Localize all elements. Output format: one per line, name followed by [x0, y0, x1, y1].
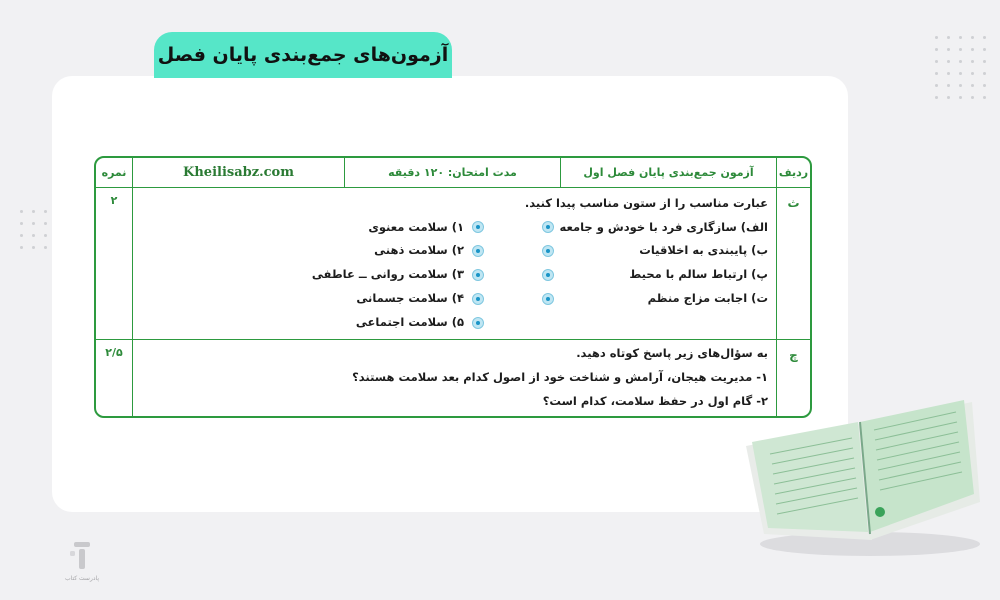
match-dot-icon[interactable] [542, 245, 554, 257]
match-dot-icon[interactable] [472, 221, 484, 233]
brand-logo-text: پادرست کتاب [64, 575, 100, 582]
question-score: ۲ [110, 194, 118, 207]
match-right-item: ۱) سلامت معنوی [368, 220, 464, 234]
match-dot-icon[interactable] [472, 269, 484, 281]
match-left-item: الف) سازگاری فرد با خودش و جامعه [559, 220, 768, 234]
match-dot-icon[interactable] [472, 293, 484, 305]
decorative-dots-left [20, 210, 47, 249]
open-book-icon [742, 384, 982, 560]
question-number: ث [787, 196, 800, 210]
header-score: نمره [101, 166, 127, 179]
header-duration: مدت امتحان: ۱۲۰ دقیقه [344, 158, 560, 187]
match-right-item: ۵) سلامت اجتماعی [355, 315, 464, 329]
match-dot-icon[interactable] [542, 221, 554, 233]
match-left-item: ب) پایبندی به اخلاقیات [639, 243, 768, 257]
question-prompt: عبارت مناسب را از ستون مناسب پیدا کنید. [524, 196, 768, 210]
short-answer-item: ۱- مدیریت هیجان، آرامش و شناخت خود از اصول کدام بعد سلامت هستند؟ [352, 370, 768, 384]
question-body-2 [132, 340, 776, 418]
match-dot-icon[interactable] [472, 245, 484, 257]
exam-sheet [94, 156, 812, 418]
match-dot-icon[interactable] [542, 293, 554, 305]
question-body-1 [132, 188, 776, 339]
match-right-item: ۲) سلامت ذهنی [374, 243, 464, 257]
match-right-item: ۳) سلامت روانی ــ عاطفی [311, 267, 464, 281]
match-dot-icon[interactable] [472, 317, 484, 329]
question-score: ۲/۵ [105, 346, 123, 359]
brand-logo-icon [62, 536, 102, 576]
exam-header-row [96, 158, 810, 188]
question-row-1 [96, 188, 810, 340]
match-left-item: ت) اجابت مزاج منظم [647, 291, 768, 305]
short-answer-item: ۲- گام اول در حفظ سلامت، کدام است؟ [542, 394, 768, 408]
match-right-item: ۴) سلامت جسمانی [356, 291, 464, 305]
banner-title: آزمون‌های جمع‌بندی پایان فصل [154, 32, 452, 78]
match-dot-icon[interactable] [542, 269, 554, 281]
question-row-2 [96, 340, 810, 418]
header-radif: ردیف [776, 158, 810, 187]
header-site: Kheilisabz.com [132, 158, 344, 187]
question-prompt: به سؤال‌های زیر پاسخ کوتاه دهید. [576, 346, 768, 360]
decorative-dots-right [935, 36, 986, 99]
header-exam-title: آزمون جمع‌بندی پایان فصل اول [560, 158, 776, 187]
question-number: چ [789, 348, 798, 362]
match-left-item: پ) ارتباط سالم با محیط [629, 267, 768, 281]
